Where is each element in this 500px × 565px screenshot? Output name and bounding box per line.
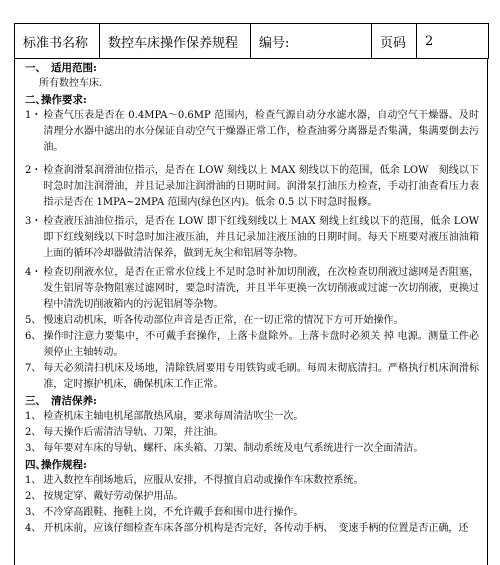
document-title: 数控车床操作保养规程 [100, 24, 251, 59]
item-number: 3、 [25, 443, 42, 454]
item-text: 不冷穿高跟鞋、拖鞋上岗，不允许戴手套和围巾进行操作。 [43, 507, 304, 518]
document-body [14, 58, 488, 565]
list-item [25, 163, 479, 211]
item-number: 5、 [25, 315, 42, 326]
list-item [25, 361, 479, 393]
item-number: 7、 [25, 363, 42, 374]
standard-book-name-label: 标准书名称 [15, 24, 100, 59]
item-number: 2、 [25, 491, 42, 502]
section-heading [25, 92, 479, 108]
list-item [25, 313, 479, 329]
list-item [25, 108, 479, 156]
section-title: 适用范围: [51, 62, 97, 74]
list-item [25, 329, 479, 361]
item-text: 每天必须清扫机床及场地，清除铁屑要用专用铁钩或毛刷。每周末彻底清扫。严格执行机床润滑标准，定时擦护机床，确保机床工作正常。 [43, 363, 479, 390]
section-title: 操作规程: [41, 459, 87, 471]
list-item [25, 473, 479, 489]
section-heading [25, 393, 479, 409]
item-text: 操作时注意力要集中，不可戴手套操作，上落卡盘除外。上落卡盘时必须关 掉 电源。测量工件必须停止主轴转动。 [43, 331, 479, 358]
item-number: 6、 [25, 331, 42, 342]
item-number: 1・ [25, 110, 42, 121]
section-heading [25, 60, 479, 76]
item-number: 4、 [25, 523, 42, 534]
item-text: 检查润滑泵润滑油位指示，是否在 LOW 刻线以上 MAX 刻线以下的范围，低余 LOW 刻线以下时急时加注润滑油，并且记录加注润滑油的日期时间。润滑泵打油压力检查，手动打油查看压力表指示是否在 1MPA~2MPA 范围内(绿色区内)。低余 0.5 以下时急时报修。 [43, 165, 479, 208]
section-number: 三、 [25, 395, 46, 407]
section-title: 操作要求: [41, 94, 87, 106]
item-number: 3、 [25, 507, 42, 518]
list-item [25, 425, 479, 441]
item-number: 4・ [25, 267, 42, 278]
item-text: 检查气压表是否在 0.4MPA～0.6MP 范围内，检查气源自动分水滤水器，自动空气干燥器、及时清理分水器中滤出的水分保证自动空气干燥器正常工作，检查油雾分离器是否集满，集满要倒去污油。 [43, 110, 479, 153]
item-text: 检查切削液水位，是否在正常水位线上不足时急时补加切削液，在次检查切削液过滤网是否阻塞，发生铝屑等杂物阻塞过滤网时，要急时清洗，并且半年更换一次切削液或过滤一次切削液，更换过程中清洗切削液箱内的污泥铝屑等杂物。 [43, 267, 479, 310]
section-number: 四、 [25, 459, 46, 471]
item-number: 3・ [25, 216, 42, 227]
item-number: 2、 [25, 427, 42, 438]
section-title: 清洁保养: [51, 395, 97, 407]
list-item [25, 489, 479, 505]
item-text: 检查液压油油位指示，是否在 LOW 即下红线刻线以上 MAX 刻线上红线以下的范围，低余 LOW 即下红线刻线以下时急时加注液压油，并且记录加注液压油的日期时间。每天下班要对液压油油箱上面的循环冷却器做清洁保养，做到无灰尘和铝屑等杂物。 [43, 216, 479, 259]
list-item [25, 505, 479, 521]
page-label: 页码 [372, 24, 417, 59]
section-paragraph: 所有数控车床. [39, 78, 103, 89]
item-text: 按规定穿、戴好劳动保护用品。 [43, 491, 184, 502]
list-item [25, 214, 479, 262]
list-item [25, 441, 479, 457]
item-text: 开机床前，应该仔细检查车床各部分机构是否完好，各传动手柄、 变速手柄的位置是否正确，还 [43, 523, 469, 534]
page-number: 2 [417, 24, 489, 59]
list-item [25, 409, 479, 425]
header-row [15, 24, 489, 59]
list-item [25, 265, 479, 313]
section-heading [25, 457, 479, 473]
section-number: 二、 [25, 94, 46, 106]
list-item [25, 521, 479, 537]
item-number: 2・ [25, 165, 42, 176]
item-number: 1、 [25, 411, 42, 422]
item-text: 每年要对车床的导轨、螺杆、床头箱、刀架、制动系统及电气系统进行一次全面清洁。 [43, 443, 424, 454]
header-table [14, 23, 489, 59]
item-text: 每天操作后需清洁导轨、刀架，并注油。 [43, 427, 224, 438]
section-number: 一、 [25, 62, 46, 74]
item-number: 1、 [25, 475, 42, 486]
item-text: 进入数控车削场地后，应服从安排，不得擅自启动或操作车床数控系统。 [43, 475, 364, 486]
item-text: 检查机床主轴电机尾部散热风扇，要求每周清洁吹尘一次。 [43, 411, 304, 422]
item-text: 慢速启动机床，听各传动部位声音是否正常，在一切正常的情况下方可开始操作。 [43, 315, 404, 326]
number-label: 编号: [251, 24, 372, 59]
